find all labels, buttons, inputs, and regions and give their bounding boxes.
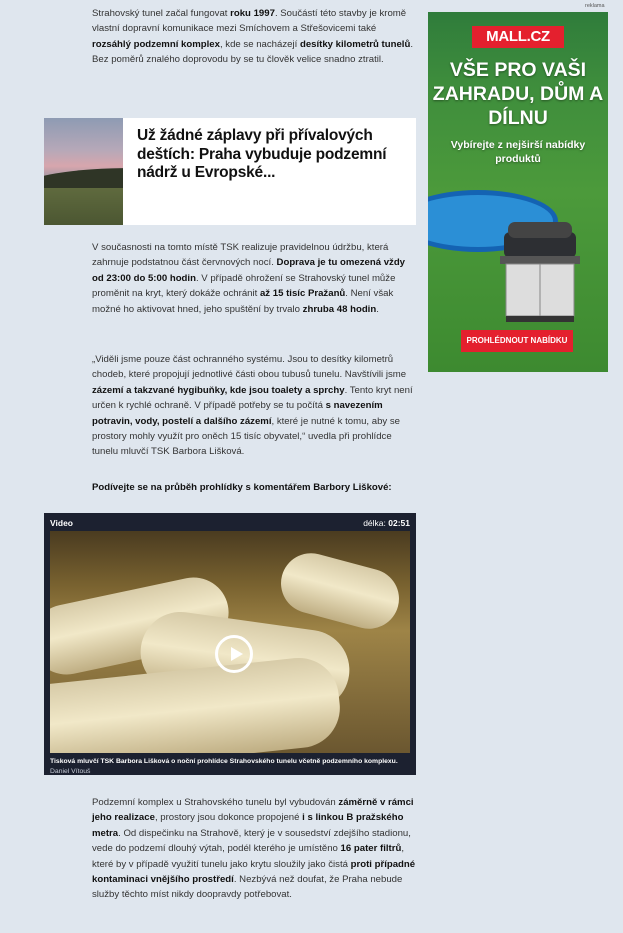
- paragraph-video-intro: Podívejte se na průběh prohlídky s komentářem Barbory Liškové:: [92, 482, 392, 493]
- paragraph-intro: Strahovský tunel začal fungovat roku 1997. Součástí této stavby je kromě vlastní dopravní komunikace mezi Smíchovem a Střešovicemi také rozsáhlý podzemní komplex, kde se nacházejí desítky kilometrů tunelů. Bez poměrů znalého doprovodu by se tu člověk velice snadno ztratil.: [92, 8, 413, 66]
- play-icon[interactable]: [215, 635, 253, 673]
- grill-image: [500, 212, 580, 332]
- video-duration: délka: 02:51: [363, 518, 410, 528]
- paragraph-quote: „Viděli jsme pouze část ochranného systému. Jsou to desítky kilometrů chodeb, které propojují jednotlivé části obou tubusů tunelu. Navštívili jsme zázemí a takzvané hygibuňky, kde jsou toalety a sprchy. Tento kryt není určen k rychlé ochraně. V případě potřeby se tu počítá s navezením potravin, vody, postelí a dalšího zázemí, které je nutné k tomu, aby se prostory mohly využít pro oněch 15 tisíc obyvatel,“ uvedla při prohlídce tunelu mluvčí TSK Barbora Lišková.: [92, 354, 413, 458]
- video-caption: Tisková mluvčí TSK Barbora Lišková o noční prohlídce Strahovského tunelu včetně podzemního komplexu. Daniel Vítouš: [50, 758, 398, 775]
- ad-headline: VŠE PRO VAŠI ZAHRADU, DŮM A DÍLNU: [432, 59, 604, 129]
- advertisement-banner[interactable]: [428, 12, 608, 372]
- ad-subline: Vybírejte z nejširší nabídky produktů: [450, 139, 586, 165]
- video-player[interactable]: [44, 513, 416, 775]
- video-label: Video: [50, 518, 73, 528]
- teaser-thumbnail[interactable]: [44, 118, 123, 225]
- video-frame[interactable]: [50, 531, 410, 753]
- related-article-teaser[interactable]: [44, 118, 416, 225]
- paragraph-maintenance: V současnosti na tomto místě TSK realizuje pravidelnou údržbu, která zahrnuje podstatnou část červnových nocí. Doprava je tu omezená vždy od 23:00 do 5:00 hodin. V případě ohrožení se Strahovský tunel může proměnit na kryt, který dokáže ochránit až 15 tisíc Pražanů. Není však možné ho aktivovat hned, jeho spuštění by trvalo zhruba 48 hodin.: [92, 242, 406, 315]
- teaser-title[interactable]: Už žádné záplavy při přívalových deštích: Praha vybuduje podzemní nádrž u Evropské...: [136, 127, 387, 181]
- paragraph-complex: Podzemní komplex u Strahovského tunelu byl vybudován záměrně v rámci jeho realizace, prostory jsou dokonce propojené i s linkou B pražského metra. Od dispečinku na Strahově, který je v sousedství zdejšího stadionu, vede do podzemí dlouhý výtah, podél kterého je umístěno 16 pater filtrů, které by v případě využití tunelu jako krytu sloužily jako čistá proti případné kontaminaci vnějšího prostředí. Nezbývá než doufat, že Praha nebude služby těchto míst nikdy doopravdy potřebovat.: [92, 797, 416, 901]
- ad-label: reklama: [585, 3, 605, 9]
- ad-cta-button[interactable]: PROHLÉDNOUT NABÍDKU: [461, 330, 573, 352]
- mall-logo: MALL.CZ: [472, 26, 564, 48]
- article-column: [44, 0, 416, 933]
